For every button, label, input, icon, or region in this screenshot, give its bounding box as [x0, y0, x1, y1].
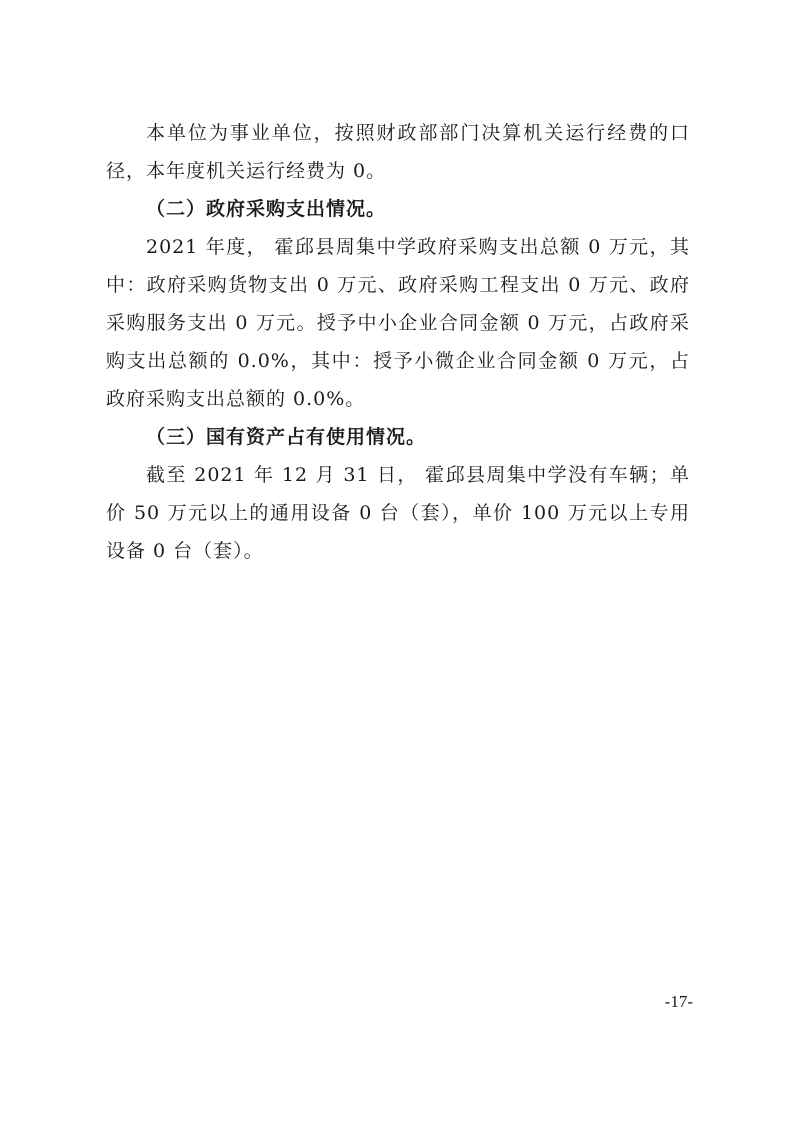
- heading-state-assets: （三）国有资产占有使用情况。: [146, 426, 427, 448]
- paragraph-state-assets: 截至 2021 年 12 月 31 日， 霍邱县周集中学没有车辆；单价 50 万元以上的通用设备 0 台（套），单价 100 万元以上专用设备 0 台（套）。: [106, 464, 690, 562]
- document-body: [106, 114, 690, 570]
- page-number: -17-: [664, 992, 693, 1011]
- paragraph-operating-expenses: 本单位为事业单位，按照财政部部门决算机关运行经费的口径，本年度机关运行经费为 0。: [106, 122, 690, 182]
- heading-government-procurement: （二）政府采购支出情况。: [146, 198, 387, 220]
- paragraph-government-procurement: 2021 年度， 霍邱县周集中学政府采购支出总额 0 万元，其中：政府采购货物支出 0 万元、政府采购工程支出 0 万元、政府采购服务支出 0 万元。授予中小企业合同金额 0 万元，占政府采购支出总额的 0.0%，其中：授予小微企业合同金额 0 万元，占政府采购支出总额的 0.0%。: [106, 236, 690, 410]
